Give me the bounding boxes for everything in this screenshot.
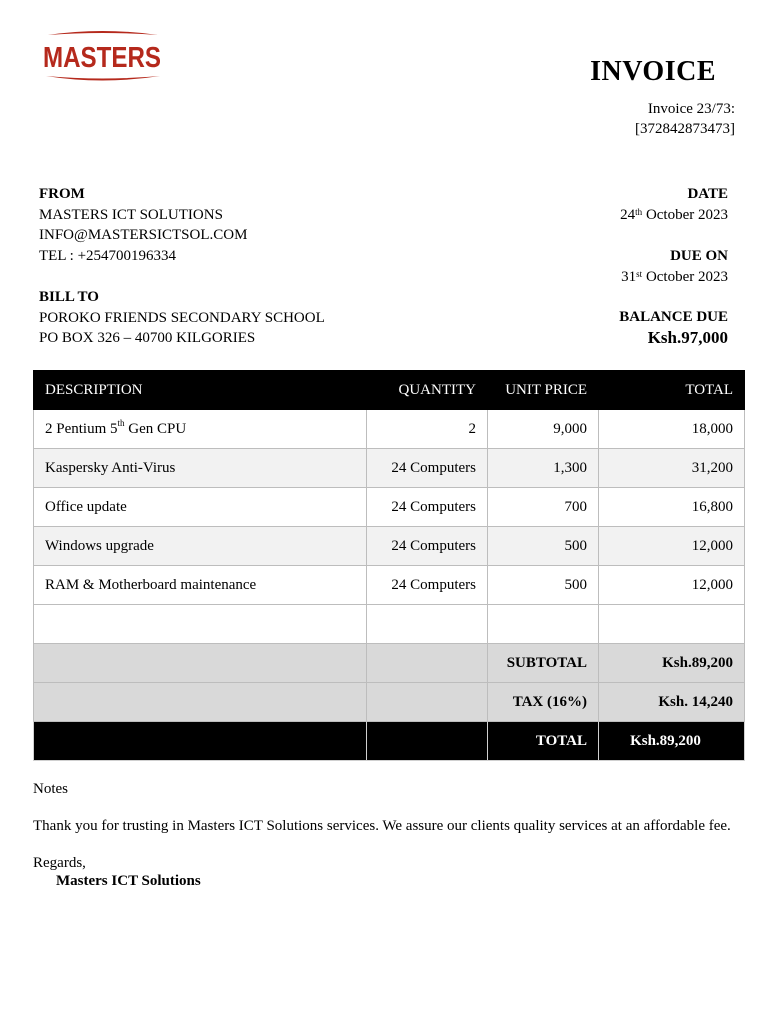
date-section bbox=[620, 184, 728, 225]
row-total: 31,200 bbox=[599, 449, 745, 488]
due-on-label: DUE ON bbox=[670, 248, 728, 264]
invoice-number-line2: [372842873473] bbox=[635, 121, 735, 137]
logo-top-swoosh bbox=[48, 31, 158, 35]
row-description-post: Gen CPU bbox=[124, 420, 187, 437]
date-value bbox=[620, 205, 728, 226]
table-header-row bbox=[34, 371, 745, 410]
date-label: DATE bbox=[687, 186, 728, 202]
due-on-value bbox=[621, 267, 728, 288]
due-on-day: 31 bbox=[621, 268, 637, 285]
table-row bbox=[34, 410, 745, 449]
header-total: TOTAL bbox=[599, 371, 745, 410]
due-on-rest: October 2023 bbox=[642, 268, 728, 285]
row-unit-price: 9,000 bbox=[488, 410, 599, 449]
table-row bbox=[34, 566, 745, 605]
logo-graphic bbox=[40, 28, 164, 86]
row-total: 12,000 bbox=[599, 566, 745, 605]
company-logo bbox=[40, 28, 164, 86]
notes-signature: Masters ICT Solutions bbox=[56, 873, 201, 889]
logo-text: MASTERS bbox=[43, 42, 161, 74]
row-quantity: 24 Computers bbox=[367, 488, 488, 527]
empty-cell bbox=[34, 605, 367, 644]
row-unit-price: 500 bbox=[488, 527, 599, 566]
empty-cell bbox=[367, 683, 488, 722]
from-section bbox=[39, 184, 247, 266]
row-quantity: 24 Computers bbox=[367, 566, 488, 605]
balance-due-section bbox=[619, 307, 728, 348]
header-unit-price: UNIT PRICE bbox=[488, 371, 599, 410]
due-on-suffix: st bbox=[636, 268, 643, 279]
invoice-number bbox=[635, 99, 735, 139]
notes-heading: Notes bbox=[33, 781, 68, 797]
logo-bottom-swoosh bbox=[46, 76, 160, 81]
row-unit-price: 700 bbox=[488, 488, 599, 527]
date-rest: October 2023 bbox=[642, 206, 728, 223]
date-suffix: th bbox=[635, 206, 643, 217]
notes-body: Thank you for trusting in Masters ICT Solutions services. We assure our clients quality services at an affordable fee. bbox=[33, 818, 731, 834]
tax-value: Ksh. 14,240 bbox=[599, 683, 745, 722]
bill-to-label: BILL TO bbox=[39, 289, 99, 305]
from-email: INFO@MASTERSICTSOL.COM bbox=[39, 227, 248, 243]
empty-cell bbox=[34, 683, 367, 722]
row-description: Office update bbox=[34, 488, 367, 527]
tax-row bbox=[34, 683, 745, 722]
invoice-title: INVOICE bbox=[590, 56, 716, 87]
row-total: 16,800 bbox=[599, 488, 745, 527]
due-on-section bbox=[621, 246, 728, 287]
subtotal-row bbox=[34, 644, 745, 683]
empty-cell bbox=[367, 644, 488, 683]
row-description-sup: th bbox=[117, 417, 125, 428]
bill-to-section bbox=[39, 287, 325, 349]
notes-section bbox=[33, 780, 733, 890]
row-description: RAM & Motherboard maintenance bbox=[34, 566, 367, 605]
balance-due-amount: Ksh.97,000 bbox=[647, 327, 728, 347]
table-row bbox=[34, 488, 745, 527]
from-label: FROM bbox=[39, 186, 85, 202]
empty-cell bbox=[34, 722, 367, 761]
from-company-name: MASTERS ICT SOLUTIONS bbox=[39, 206, 223, 223]
total-value: Ksh.89,200 bbox=[599, 722, 745, 761]
date-day: 24 bbox=[620, 206, 636, 223]
invoice-number-line1: Invoice 23/73: bbox=[647, 101, 735, 117]
row-description: Windows upgrade bbox=[34, 527, 367, 566]
invoice-items-table bbox=[33, 370, 745, 761]
row-unit-price: 1,300 bbox=[488, 449, 599, 488]
empty-cell bbox=[34, 644, 367, 683]
from-tel: TEL : +254700196334 bbox=[39, 247, 177, 264]
empty-cell bbox=[599, 605, 745, 644]
total-row bbox=[34, 722, 745, 761]
total-label: TOTAL bbox=[488, 722, 599, 761]
header-description: DESCRIPTION bbox=[34, 371, 367, 410]
row-quantity: 24 Computers bbox=[367, 527, 488, 566]
row-description-pre: 2 Pentium 5 bbox=[45, 420, 118, 437]
table-row bbox=[34, 449, 745, 488]
row-total: 18,000 bbox=[599, 410, 745, 449]
header-quantity: QUANTITY bbox=[367, 371, 488, 410]
empty-cell bbox=[367, 722, 488, 761]
subtotal-value: Ksh.89,200 bbox=[599, 644, 745, 683]
row-description: Kaspersky Anti-Virus bbox=[34, 449, 367, 488]
balance-due-label: BALANCE DUE bbox=[619, 309, 728, 325]
subtotal-label: SUBTOTAL bbox=[488, 644, 599, 683]
row-total: 12,000 bbox=[599, 527, 745, 566]
table-empty-row bbox=[34, 605, 745, 644]
table-row bbox=[34, 527, 745, 566]
empty-cell bbox=[488, 605, 599, 644]
tax-label: TAX (16%) bbox=[488, 683, 599, 722]
row-quantity: 2 bbox=[367, 410, 488, 449]
row-quantity: 24 Computers bbox=[367, 449, 488, 488]
empty-cell bbox=[367, 605, 488, 644]
row-description bbox=[34, 410, 367, 449]
row-unit-price: 500 bbox=[488, 566, 599, 605]
bill-to-address: PO BOX 326 – 40700 KILGORIES bbox=[39, 330, 256, 346]
bill-to-name: POROKO FRIENDS SECONDARY SCHOOL bbox=[39, 309, 325, 326]
notes-regards: Regards, bbox=[33, 855, 86, 871]
